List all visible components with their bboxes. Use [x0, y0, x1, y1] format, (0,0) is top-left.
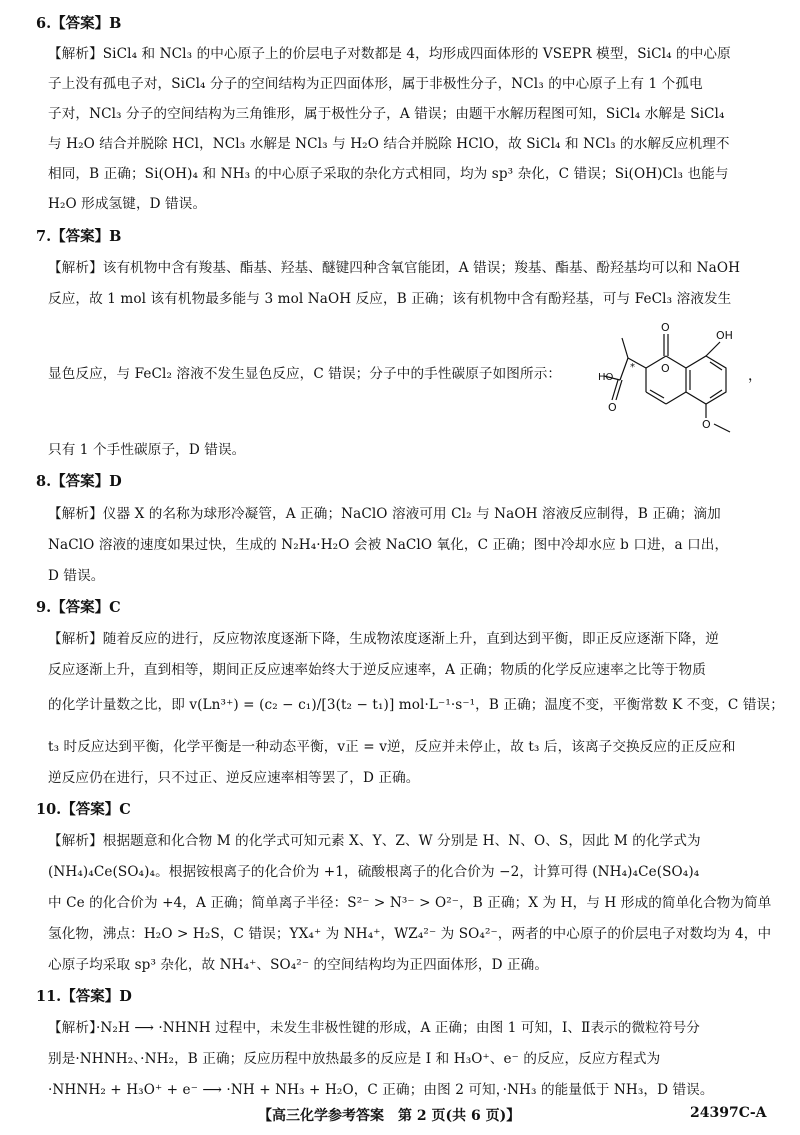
q9-line: 反应逐渐上升，直到相等，期间正反应速率始终大于逆反应速率，A 正确；物质的化学反应速率之比等于物质: [48, 662, 706, 678]
q6-line: 【解析】SiCl₄ 和 NCl₃ 的中心原子上的价层电子对数都是 4，均形成四面体形的 VSEPR 模型，SiCl₄ 的中心原: [48, 46, 731, 62]
struct-label: *: [630, 362, 635, 373]
struct-label: O: [702, 418, 711, 431]
q7-header: 7.【答案】B: [36, 228, 122, 245]
q9-line: 【解析】随着反应的进行，反应物浓度逐渐下降，生成物浓度逐渐上升，直到达到平衡，即正反应逐渐下降，逆: [48, 631, 719, 647]
q10-line: 【解析】根据题意和化合物 M 的化学式可知元素 X、Y、Z、W 分别是 H、N、O、S，因此 M 的化学式为: [48, 833, 701, 849]
struct-label: O: [661, 321, 670, 334]
q7-line: 【解析】该有机物中含有羧基、酯基、羟基、醚键四种含氧官能团，A 错误；羧基、酯基、酚羟基均可以和 NaOH: [48, 260, 741, 276]
q8-header: 8.【答案】D: [36, 473, 122, 490]
q10-header: 10.【答案】C: [36, 801, 131, 818]
struct-label: HO: [598, 372, 614, 383]
q9-header: 9.【答案】C: [36, 599, 121, 616]
q6-line: 子对，NCl₃ 分子的空间结构为三角锥形，属于极性分子，A 错误；由题干水解历程图可知，SiCl₄ 水解是 SiCl₄: [48, 106, 725, 122]
q6-header: 6.【答案】B: [36, 15, 122, 32]
q10-line: 中 Ce 的化合价为 +4，A 正确；简单离子半径：S²⁻ > N³⁻ > O²⁻，B 正确；X 为 H，与 H 形成的简单化合物为简单: [48, 895, 772, 911]
q7-line: 反应，故 1 mol 该有机物最多能与 3 mol NaOH 反应，B 正确；该有机物中含有酚羟基，可与 FeCl₃ 溶液发生: [48, 291, 732, 307]
q10-line: 心原子均采取 sp³ 杂化，故 NH₄⁺、SO₄²⁻ 的空间结构均为正四面体形，D 正确。: [48, 957, 549, 973]
page-footer: 【高三化学参考答案 第 2 页(共 6 页)】: [258, 1108, 521, 1124]
q11-header: 11.【答案】D: [36, 988, 132, 1005]
q11-line: 【解析】·N₂H ⟶ ·NHNH 过程中，未发生非极性键的形成，A 正确；由图 1 可知，Ⅰ、Ⅱ表示的微粒符号分: [48, 1020, 701, 1036]
q6-line: 相同，B 正确；Si(OH)₄ 和 NH₃ 的中心原子采取的杂化方式相同，均为 sp³ 杂化，C 错误；Si(OH)Cl₃ 也能与: [48, 166, 729, 182]
q11-line: ·NHNH₂ + H₃O⁺ + e⁻ ⟶ ·NH + NH₃ + H₂O，C 正确；由图 2 可知，·NH₃ 的能量低于 NH₃，D 错误。: [48, 1082, 714, 1098]
q8-line: NaClO 溶液的速度如果过快，生成的 N₂H₄·H₂O 会被 NaClO 氧化，C 正确；图中冷却水应 b 口进，a 口出，: [48, 537, 729, 553]
q8-line: D 错误。: [48, 568, 105, 584]
q9-line: 逆反应仍在进行，只不过正、逆反应速率相等罢了，D 正确。: [48, 770, 420, 786]
q6-line: 子上没有孤电子对，SiCl₄ 分子的空间结构为正四面体形，属于非极性分子，NCl₃ 的中心原子上有 1 个孤电: [48, 76, 703, 92]
q7-line: 只有 1 个手性碳原子，D 错误。: [48, 442, 246, 458]
q9-line: 的化学计量数之比，即 v(Ln³⁺) = (c₂ − c₁)/[3(t₂ − t₁)] mol·L⁻¹·s⁻¹，B 正确；温度不变，平衡常数 K 不变，C 错误；: [48, 697, 784, 713]
chiral-carbon-structure: [598, 318, 763, 438]
q10-line: (NH₄)₄Ce(SO₄)₄。根据铵根离子的化合价为 +1，硫酸根离子的化合价为 −2，计算可得 (NH₄)₄Ce(SO₄)₄: [48, 864, 700, 880]
q10-line: 氢化物，沸点：H₂O > H₂S，C 错误；YX₄⁺ 为 NH₄⁺，WZ₄²⁻ 为 SO₄²⁻，两者的中心原子的价层电子对数均为 4，中: [48, 926, 772, 942]
struct-label: OH: [716, 329, 733, 342]
q11-line: 别是·NHNH₂、·NH₂，B 正确；反应历程中放热最多的反应是 Ⅰ 和 H₃O⁺、e⁻ 的反应，反应方程式为: [48, 1051, 661, 1067]
benzene-ring: [686, 356, 726, 404]
q8-line: 【解析】仪器 X 的名称为球形冷凝管，A 正确；NaClO 溶液可用 Cl₂ 与 NaOH 溶液反应制得，B 正确；滴加: [48, 506, 721, 522]
document-code: 24397C-A: [690, 1105, 767, 1121]
struct-label: O: [608, 401, 617, 414]
q6-line: H₂O 形成氢键，D 错误。: [48, 196, 207, 212]
struct-label: O: [661, 362, 670, 375]
q9-line: t₃ 时反应达到平衡，化学平衡是一种动态平衡，v正 = v逆，反应并未停止，故 t₃ 后，该离子交换反应的正反应和: [48, 739, 736, 755]
q7-line: 显色反应，与 FeCl₂ 溶液不发生显色反应，C 错误；分子中的手性碳原子如图所示：: [48, 366, 562, 382]
q6-line: 与 H₂O 结合并脱除 HCl，NCl₃ 水解是 NCl₃ 与 H₂O 结合并脱除 HClO，故 SiCl₄ 和 NCl₃ 的水解反应机理不: [48, 136, 730, 152]
struct-label: ，: [748, 368, 762, 384]
